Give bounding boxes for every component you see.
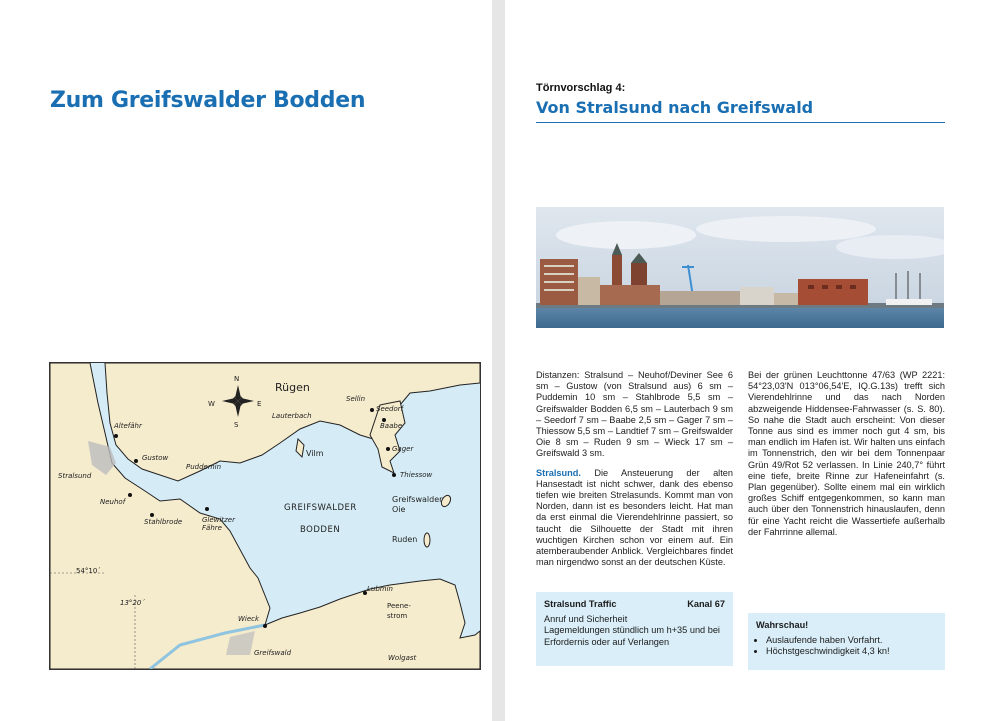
warning-box-header — [748, 613, 945, 631]
map-dot-altefaehr — [114, 434, 118, 438]
map-dot-gustow — [134, 459, 138, 463]
map-label-gager: Gager — [392, 445, 414, 453]
map-label-bodden-2: BODDEN — [300, 525, 341, 535]
map-label-seedorf: Seedorf — [376, 405, 404, 413]
section-subtitle: Törnvorschlag 4: — [536, 82, 626, 94]
compass-w: W — [208, 400, 215, 408]
map-shapes — [50, 363, 480, 669]
right-page — [505, 0, 996, 721]
map-label-wolgast: Wolgast — [388, 654, 417, 662]
map-dot-neuhof — [128, 493, 132, 497]
warning-item: • Auslaufende haben Vorfahrt. — [766, 635, 945, 646]
title-divider — [536, 122, 945, 123]
map-label-greifswald: Greifswald — [254, 649, 292, 657]
map-label-stahlbrode: Stahlbrode — [144, 518, 183, 526]
map-label-baabe: Baabe — [380, 422, 403, 430]
map-label-lon: 13°20´ — [120, 599, 145, 607]
section-title: Von Stralsund nach Greifswald — [536, 98, 814, 117]
stralsund-skyline-photo — [536, 207, 944, 328]
map-label-lat: 54°10´ — [76, 567, 101, 575]
distances-paragraph: Distanzen: Stralsund – Neuhof/Deviner See 6 sm – Gustow (von Stralsund aus) 6 sm – Puddemin 10 sm – Stahlbrode 5,5 sm – Greifswalder Bodden 6,5 sm – Lauterbach 9 sm – Seedorf 7 sm – Baabe 2,5 sm – Gager 7 sm – Thiessow 5,5 sm – Landtief 7 sm – Greifswalder Oie 8 sm – Ruden 9 sm – Wieck 17 sm – Greifswald 3 sm. — [536, 370, 733, 459]
map-label-ruden: Ruden — [392, 535, 418, 544]
map-label-stralsund: Stralsund — [58, 472, 92, 480]
traffic-box-body — [536, 610, 733, 648]
map-label-peenestrom: Peene-strom — [387, 602, 411, 620]
map-label-greifswalder-oie: Greifswalder Oie — [392, 495, 443, 514]
map-dot-thiessow — [392, 473, 396, 477]
map-label-vilm: Vilm — [306, 449, 324, 458]
warning-list — [748, 635, 945, 657]
map-label-bodden-1: GREIFSWALDER — [284, 503, 357, 513]
map-dot-gager — [386, 447, 390, 451]
traffic-box-line1: Anruf und Sicherheit — [544, 614, 628, 625]
region-map — [49, 362, 481, 670]
traffic-box-line2: Lagemeldungen stündlich um h+35 und bei Erfordernis oder auf Verlangen — [544, 625, 720, 647]
map-label-glewitzer-faehre: Glewitzer Fähre — [202, 516, 235, 532]
map-label-ruegen: Rügen — [275, 381, 310, 394]
text-column-left — [536, 370, 733, 576]
compass-n: N — [234, 375, 240, 383]
map-dot-glewitz — [205, 507, 209, 511]
compass-e: E — [257, 400, 262, 408]
chapter-title: Zum Greifswalder Bodden — [50, 88, 366, 113]
map-label-thiessow: Thiessow — [400, 471, 433, 479]
map-label-gustow: Gustow — [142, 454, 169, 462]
map-label-lauterbach: Lauterbach — [272, 412, 312, 420]
left-page — [0, 0, 492, 721]
map-label-neuhof: Neuhof — [100, 498, 126, 506]
buoy-paragraph: Bei der grünen Leuchttonne 47/63 (WP 2221: 54°23,03'N 013°06,54'E, IQ.G.13s) trefft sich Vierendehlrinne und das nach Norden abzweigende Hiddensee-Fahrwasser (s. S. 80). So nahe die Stadt auch erscheint: Von dieser Tonne aus sind es immer noch gut 4 sm, bis man endlich im Hafen ist. Wir halten uns einfach im Tonnenstrich, den wir bei dem Tonnenpaar Grün 49/Rot 52 verlassen. In Linie 240,7° führt eine tiefe, breite Rinne zur Hafeneinfahrt (s. Plan gegenüber). Sollte einem mal ein wirklich großes Schiff entgegenkommen, so kann man auch über den Tonnenstrich hinauslaufen, denn für eine Yacht reicht die Wassertiefe außerhalb der Fahrrinne allemal. — [748, 370, 945, 537]
map-ruden-island — [424, 533, 430, 547]
compass-s: S — [234, 421, 239, 429]
warning-box — [748, 613, 945, 670]
map-dot-stahlbrode — [150, 513, 154, 517]
warning-box-title: Wahrschau! — [756, 620, 809, 630]
map-dot-wieck — [263, 624, 267, 628]
map-dot-seedorf — [370, 408, 374, 412]
traffic-info-box — [536, 592, 733, 666]
traffic-box-header — [536, 592, 733, 610]
stralsund-paragraph-wrap — [536, 468, 733, 569]
text-column-right — [748, 370, 945, 546]
map-label-sellin: Sellin — [346, 395, 366, 403]
traffic-box-channel: Kanal 67 — [687, 599, 725, 609]
map-label-altefaehr: Altefähr — [114, 422, 142, 430]
map-label-lubmin: Lubmin — [367, 585, 393, 593]
warning-item: • Höchstgeschwindigkeit 4,3 kn! — [766, 646, 945, 657]
stralsund-lead: Stralsund. — [536, 467, 581, 478]
map-label-puddemin: Puddemin — [186, 463, 222, 471]
traffic-box-title: Stralsund Traffic — [544, 599, 617, 609]
stralsund-paragraph: Die Ansteuerung der alten Hansestadt ist nicht schwer, dank des ebenso tiefen wie breiten Strelasunds. Kommt man von Norden, dann ist es besonders leicht. Hat man da erst einmal die Vierendehlrinne passiert, so taucht die Silhouette der Stadt mit ihren wuchtigen Kirchen schon vor einem auf. Ein atemberaubender Anblick. Vergleichbares findet man nirgendwo sonst an der deutschen Küste. — [536, 467, 733, 568]
map-label-wieck: Wieck — [238, 615, 260, 623]
